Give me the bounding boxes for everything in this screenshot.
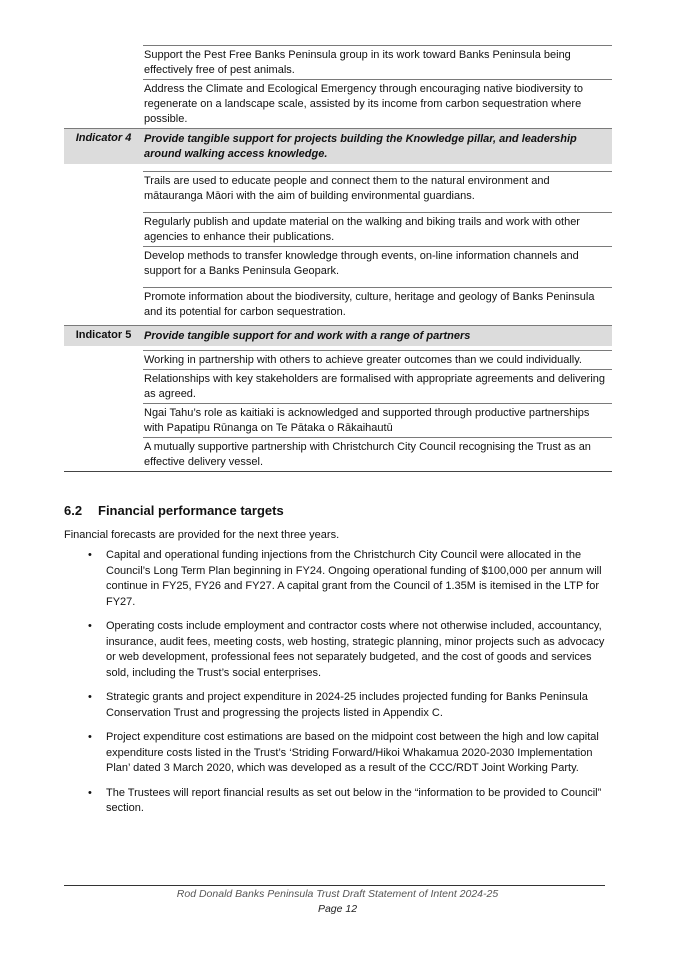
table-cell-text: Support the Pest Free Banks Peninsula group in its work toward Banks Peninsula being effectively free of pest animals. bbox=[143, 45, 612, 79]
table-cell-text: Trails are used to educate people and connect them to the natural environment and mātauranga Māori with the aim of building environmental guardians. bbox=[143, 171, 612, 212]
table-cell-text: Address the Climate and Ecological Emergency through encouraging native biodiversity to regenerate on a landscape scale, assisted by its income from carbon sequestration where possible. bbox=[143, 79, 612, 128]
bullet-list bbox=[64, 548, 612, 826]
empty-label-cell bbox=[64, 403, 143, 437]
table-row bbox=[64, 369, 612, 403]
section-title: Financial performance targets bbox=[98, 503, 284, 518]
empty-label-cell bbox=[64, 350, 143, 369]
section-number: 6.2 bbox=[64, 503, 83, 518]
indicators-table bbox=[64, 45, 612, 472]
table-cell-text: Promote information about the biodiversity, culture, heritage and geology of Banks Peninsula and its potential for carbon sequestration. bbox=[143, 287, 612, 325]
list-item bbox=[64, 619, 612, 681]
bullet-icon: • bbox=[88, 549, 92, 561]
bullet-text: Operating costs include employment and contractor costs where not otherwise included, accountancy, insurance, audit fees, meeting costs, web hosting, strategic planning, minor projects such as advocacy or web development, professional fees not separately budgeted, and the cost of goods and services sold, including the Trust’s social enterprises. bbox=[106, 620, 605, 679]
bullet-icon: • bbox=[88, 620, 92, 632]
bullet-icon: • bbox=[88, 786, 92, 799]
table-cell-text: A mutually supportive partnership with Christchurch City Council recognising the Trust as an effective delivery vessel. bbox=[143, 437, 612, 471]
footer-divider bbox=[64, 885, 605, 886]
footer-title: Rod Donald Banks Peninsula Trust Draft Statement of Intent 2024-25 bbox=[176, 888, 499, 900]
table-row bbox=[64, 403, 612, 437]
indicator-4-label: Indicator 4 bbox=[75, 132, 132, 144]
bullet-text: Strategic grants and project expenditure in 2024-25 includes projected funding for Banks Peninsula Conservation Trust and progressing the projects listed in Appendix C. bbox=[106, 691, 588, 719]
table-cell-text: Develop methods to transfer knowledge through events, on-line information channels and support for a Banks Peninsula Geopark. bbox=[143, 246, 612, 287]
bullet-text: Capital and operational funding injections from the Christchurch City Council were allocated in the Council’s Long Term Plan beginning in FY24. Ongoing operational funding of $100,000 per annum will continue in FY25, FY26 and FY27. A capital grant from the Council of 1.35M is itemised in the LTP for FY27. bbox=[106, 549, 602, 608]
bullet-text: The Trustees will report financial results as set out below in the “information to be provided to Council” section. bbox=[106, 786, 602, 814]
list-item bbox=[64, 548, 612, 610]
empty-label-cell bbox=[64, 171, 143, 212]
empty-label-cell bbox=[64, 437, 143, 471]
indicator-5-text: Provide tangible support for and work with a range of partners bbox=[144, 330, 471, 342]
indicator-4-row bbox=[64, 128, 612, 164]
table-cell-text: Working in partnership with others to achieve greater outcomes than we could individually. bbox=[143, 350, 612, 369]
bullet-text: Project expenditure cost estimations are based on the midpoint cost between the high and low capital expenditure costs listed in the Trust’s ‘Striding Forward/Hikoi Whakamua 2020-2030 Implementation Plan’ dated 3 March 2020, which was developed as a result of the CCC/RDT Joint Working Party. bbox=[106, 731, 599, 774]
table-cell-text: Ngai Tahu’s role as kaitiaki is acknowledged and supported through productive partnerships with Papatipu Rūnanga on Te Pātaka o Rākaihautū bbox=[143, 403, 612, 437]
table-row bbox=[64, 79, 612, 128]
indicator-4-text: Provide tangible support for projects building the Knowledge pillar, and leadership around walking access knowledge. bbox=[144, 133, 577, 160]
table-row bbox=[64, 171, 612, 212]
section-intro: Financial forecasts are provided for the next three years. bbox=[64, 529, 340, 541]
table-row bbox=[64, 437, 612, 471]
empty-label-cell bbox=[64, 45, 143, 79]
empty-label-cell bbox=[64, 369, 143, 403]
table-bottom-rule bbox=[64, 471, 612, 472]
indicator-5-label: Indicator 5 bbox=[75, 329, 132, 341]
table-row bbox=[64, 246, 612, 287]
table-row bbox=[64, 350, 612, 369]
empty-label-cell bbox=[64, 246, 143, 287]
empty-label-cell bbox=[64, 287, 143, 325]
list-item bbox=[64, 690, 612, 721]
list-item bbox=[64, 730, 612, 777]
section-heading bbox=[64, 503, 284, 518]
empty-label-cell bbox=[64, 79, 143, 128]
empty-label-cell bbox=[64, 212, 143, 246]
table-cell-text: Regularly publish and update material on the walking and biking trails and work with other agencies to enhance their publications. bbox=[143, 212, 612, 246]
page-number: Page 12 bbox=[317, 903, 358, 915]
bullet-icon: • bbox=[88, 731, 92, 743]
list-item bbox=[64, 786, 612, 817]
indicator-5-row bbox=[64, 325, 612, 346]
table-cell-text: Relationships with key stakeholders are formalised with appropriate agreements and delivering as agreed. bbox=[143, 369, 612, 403]
table-row bbox=[64, 212, 612, 246]
bullet-icon: • bbox=[88, 691, 92, 703]
table-row bbox=[64, 45, 612, 79]
table-row bbox=[64, 287, 612, 325]
